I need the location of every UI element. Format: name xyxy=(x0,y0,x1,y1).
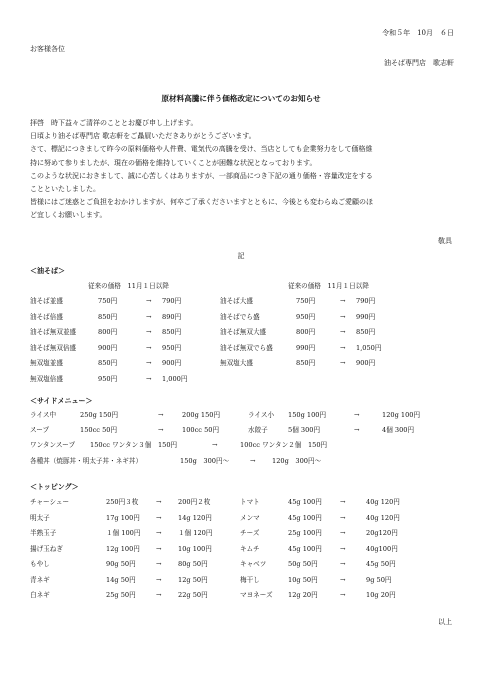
item-name: 油そば大盛 xyxy=(220,297,253,305)
new-price: 12g 50円 xyxy=(178,575,208,584)
new-price: 790円 xyxy=(162,297,182,305)
old-price: 25g 100円 xyxy=(288,529,322,537)
item-name: 油そば並盛 xyxy=(30,297,63,305)
item-name: もやし xyxy=(30,560,50,568)
old-price: 5個 300円 xyxy=(288,426,321,434)
item-name: 揚げ玉ねぎ xyxy=(30,544,63,553)
item-name: 白ネギ xyxy=(30,591,50,599)
section-heading-side: ＜サイドメニュー＞ xyxy=(30,396,93,405)
old-price: 90g 50円 xyxy=(106,560,136,568)
new-price: 40g100円 xyxy=(366,544,398,553)
old-price: 45g 100円 xyxy=(288,513,322,522)
item-name: 油そば無双大盛 xyxy=(220,328,267,336)
ki-label: 記 xyxy=(237,252,245,260)
item-name: キムチ xyxy=(240,544,260,553)
body-line: さて、標記につきまして昨今の原料価格や人件費、電気代の高騰を受け、当店としても企業努力をして価格維 xyxy=(30,145,373,154)
new-price: 200円２枚 xyxy=(178,498,211,506)
old-price: 14g 50円 xyxy=(106,575,136,584)
item-name: チーズ xyxy=(240,529,260,537)
item-name: チャーシュー xyxy=(30,498,70,506)
old-price: 850円 xyxy=(98,312,118,321)
old-price: 950円 xyxy=(296,312,316,321)
old-price: 17g 100円 xyxy=(106,513,140,522)
old-price: 750円 xyxy=(296,297,316,305)
arrow: → xyxy=(340,529,346,537)
arrow: → xyxy=(340,544,346,553)
body-line: このような状況におきまして、誠に心苦しくはありますが、一部商品につき下記の通り価格・容量改定をする xyxy=(30,171,373,180)
item-name: 青ネギ xyxy=(30,575,50,584)
item-name: 油そば無双でら盛 xyxy=(220,343,273,352)
item-name: 油そば無双並盛 xyxy=(30,328,77,336)
item-name: メンマ xyxy=(240,513,260,522)
new-price: 200g 150円 xyxy=(182,411,221,419)
body-line: ことといたしました。 xyxy=(30,185,100,194)
body-line: 拝啓 時下益々ご清祥のこととお慶び申し上げます。 xyxy=(30,119,198,127)
new-price: 950円 xyxy=(162,343,182,352)
arrow: → xyxy=(156,575,162,584)
new-price: 14g 120円 xyxy=(178,513,212,522)
new-price: 850円 xyxy=(356,328,376,336)
item-name: 水餃子 xyxy=(248,426,268,434)
item-name: 半熟玉子 xyxy=(30,529,57,537)
old-price: 50g 50円 xyxy=(288,560,318,568)
old-price: 990円 xyxy=(296,343,316,352)
old-price: 12g 20円 xyxy=(288,591,318,599)
arrow: → xyxy=(354,426,360,434)
arrow: → xyxy=(146,359,152,367)
item-name: 無双塩倍盛 xyxy=(30,374,63,383)
new-price: 10g 20円 xyxy=(366,591,396,599)
arrow: → xyxy=(158,426,164,434)
item-name: 梅干し xyxy=(240,575,260,584)
closing-ijo: 以上 xyxy=(438,618,452,626)
date: 令和５年 10月 ６日 xyxy=(382,29,454,37)
arrow: → xyxy=(156,544,162,553)
new-price: 890円 xyxy=(162,312,182,321)
arrow: → xyxy=(156,529,162,537)
old-price: 12g 100円 xyxy=(106,544,140,553)
arrow: → xyxy=(340,591,346,599)
arrow: → xyxy=(146,343,152,352)
arrow: → xyxy=(340,343,346,352)
old-price: 800円 xyxy=(296,328,316,336)
item-name: キャベツ xyxy=(240,560,267,568)
item-name: ライス中 xyxy=(30,411,57,419)
arrow: → xyxy=(340,498,346,506)
new-price: 4個 300円 xyxy=(382,426,415,434)
section-heading-topping: ＜トッピング＞ xyxy=(30,482,79,491)
new-price: 1,050円 xyxy=(356,343,382,352)
old-price: 850円 xyxy=(98,359,118,367)
arrow: → xyxy=(212,441,218,449)
body-line: 持に努めて参りましたが、現在の価格を維持していくことが困難な状況となっております。 xyxy=(30,158,317,167)
arrow: → xyxy=(354,411,360,419)
arrow: → xyxy=(340,513,346,522)
old-price: 10g 50円 xyxy=(288,575,318,584)
closing-keigu: 敬具 xyxy=(438,237,452,245)
recipient: お客様各位 xyxy=(30,45,65,53)
new-price: 45g 50円 xyxy=(366,560,396,568)
new-price: 100cc ワンタン２個 150円 xyxy=(240,441,328,449)
new-price: 100cc 50円 xyxy=(182,426,220,434)
new-price: 120g 100円 xyxy=(382,411,421,419)
shop-name: 油そば専門店 歌志軒 xyxy=(384,59,454,67)
arrow: → xyxy=(340,359,346,367)
old-price: 45g 100円 xyxy=(288,498,322,506)
old-price: 150g 300円～ xyxy=(180,457,230,465)
item-name: 無双塩大盛 xyxy=(220,359,253,367)
body-line: 皆様にはご迷惑とご負担をおかけしますが、何卒ご了承くださいますとともに、今後とも変わらぬご愛顧のほ xyxy=(30,198,373,207)
new-price: 990円 xyxy=(356,312,376,321)
item-name: マヨネーズ xyxy=(240,591,273,599)
item-name: 明太子 xyxy=(30,513,50,522)
new-price: 80g 50円 xyxy=(178,560,208,568)
arrow: → xyxy=(156,560,162,568)
item-name: 油そば無双倍盛 xyxy=(30,343,77,352)
new-price: 900円 xyxy=(356,359,376,367)
new-price: 10g 100円 xyxy=(178,544,212,553)
body-line: 日頃より油そば専門店 歌志軒をご贔屓いただきありがとうございます。 xyxy=(30,132,256,141)
arrow: → xyxy=(340,312,346,321)
item-name: 各種丼（焼豚丼・明太子丼・ネギ丼） xyxy=(30,457,143,465)
arrow: → xyxy=(146,312,152,321)
new-price: 120g 300円～ xyxy=(272,457,322,465)
item-name: ワンタンスープ xyxy=(30,441,76,449)
new-price: 40g 120円 xyxy=(366,513,400,522)
old-price: 850円 xyxy=(296,359,316,367)
new-price: 40g 120円 xyxy=(366,498,400,506)
body-text xyxy=(30,117,460,223)
new-price: 790円 xyxy=(356,297,376,305)
arrow: → xyxy=(340,328,346,336)
notice-title: 原材料高騰に伴う価格改定についてのお知らせ xyxy=(161,94,321,103)
new-price: 22g 50円 xyxy=(178,591,208,599)
item-name: 油そばでら盛 xyxy=(220,312,260,321)
item-name: ライス小 xyxy=(248,411,275,419)
old-price: 45g 100円 xyxy=(288,544,322,553)
new-price: 900円 xyxy=(162,359,182,367)
arrow: → xyxy=(340,575,346,584)
arrow: → xyxy=(340,560,346,568)
section-heading-aburasoba: ＜油そば＞ xyxy=(30,266,65,275)
old-price: 25g 50円 xyxy=(106,591,136,599)
column-header: 従来の価格 11月１日以降 xyxy=(288,282,369,290)
arrow: → xyxy=(158,411,164,419)
arrow: → xyxy=(156,498,162,506)
old-price: 150g 100円 xyxy=(288,411,327,419)
item-name: トマト xyxy=(240,498,260,506)
old-price: 150cc ワンタン３個 150円 xyxy=(90,441,178,449)
arrow: → xyxy=(146,374,152,383)
old-price: 900円 xyxy=(98,343,118,352)
old-price: 950円 xyxy=(98,374,118,383)
arrow: → xyxy=(156,591,162,599)
arrow: → xyxy=(250,457,256,465)
arrow: → xyxy=(340,297,346,305)
arrow: → xyxy=(156,513,162,522)
new-price: 850円 xyxy=(162,328,182,336)
item-name: 油そば倍盛 xyxy=(30,312,63,321)
body-line: ど宜しくお願いします。 xyxy=(30,211,107,220)
arrow: → xyxy=(146,297,152,305)
new-price: 20g120円 xyxy=(366,529,398,537)
old-price: 150cc 50円 xyxy=(80,426,118,434)
old-price: 250円３枚 xyxy=(106,498,139,506)
column-header: 従来の価格 11月１日以降 xyxy=(88,282,169,290)
arrow: → xyxy=(146,328,152,336)
new-price: １個 120円 xyxy=(178,529,213,537)
old-price: １個 100円 xyxy=(106,529,141,537)
item-name: 無双塩並盛 xyxy=(30,359,63,367)
old-price: 250g 150円 xyxy=(80,411,119,419)
item-name: スープ xyxy=(30,426,50,434)
new-price: 9g 50円 xyxy=(366,575,392,584)
old-price: 800円 xyxy=(98,328,118,336)
old-price: 750円 xyxy=(98,297,118,305)
new-price: 1,000円 xyxy=(162,374,188,383)
